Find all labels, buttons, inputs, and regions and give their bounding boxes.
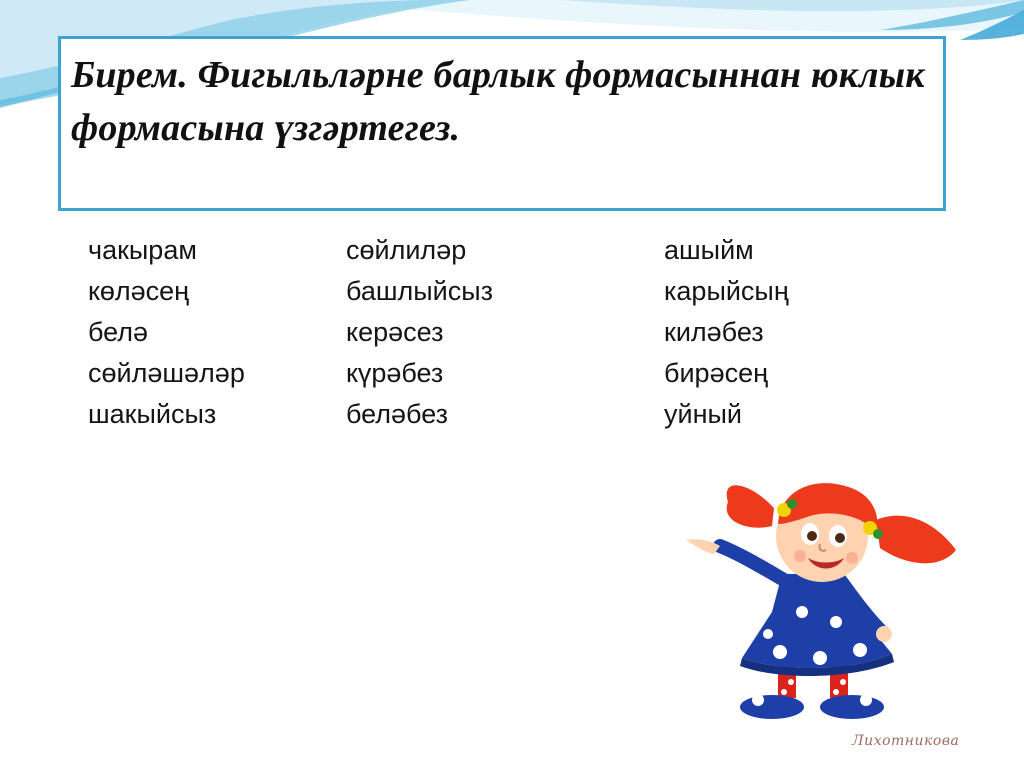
author-signature: Лихотникова <box>852 733 960 749</box>
word-item: киләбез <box>664 317 764 347</box>
task-box <box>58 36 946 211</box>
word-item: башлыйсыз <box>346 276 494 306</box>
word-item: уйный <box>664 399 742 429</box>
word-item: керәсез <box>346 317 444 347</box>
word-item: ашыйм <box>664 235 754 265</box>
word-item: көләсең <box>88 276 190 306</box>
word-item: карыйсың <box>664 276 789 306</box>
word-column-1 <box>88 230 245 435</box>
word-item: белә <box>88 317 149 347</box>
word-item: бирәсең <box>664 358 769 388</box>
word-item: чакырам <box>88 235 197 265</box>
word-column-2 <box>346 230 493 435</box>
cartoon-girl-illustration <box>680 462 980 732</box>
word-item: күрәбез <box>346 358 444 388</box>
task-instruction: Бирем. Фигыльләрне барлык формасыннан юклык формасына үзгәртегез. <box>71 54 925 149</box>
word-item: сөйлиләр <box>346 235 467 265</box>
word-column-3 <box>664 230 789 435</box>
word-item: беләбез <box>346 399 449 429</box>
word-item: сөйләшәләр <box>88 358 245 388</box>
word-item: шакыйсыз <box>88 399 217 429</box>
